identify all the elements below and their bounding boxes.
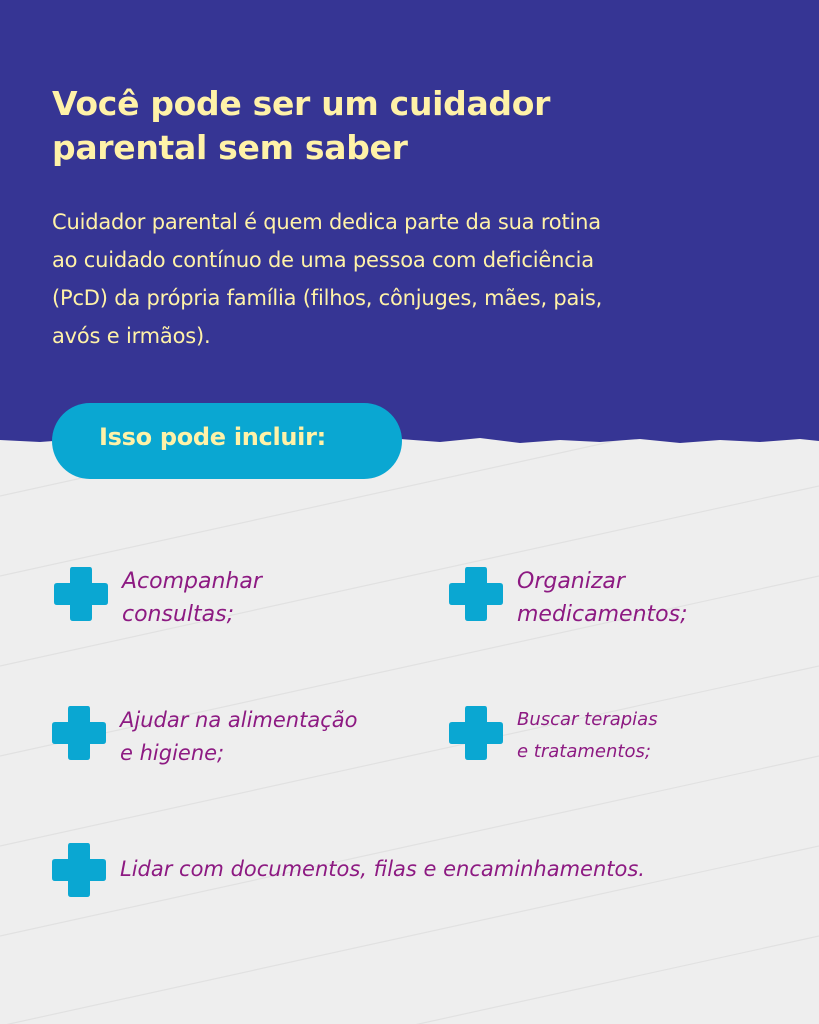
item-text [120, 841, 645, 886]
item-text [517, 704, 658, 768]
plus-cross-icon [447, 565, 505, 623]
description-line-3: (PcD) da própria família (filhos, cônjuges, mães, pais, [52, 286, 603, 310]
list-item-medicamentos [447, 565, 688, 631]
item-line: Ajudar na alimentação [120, 708, 358, 732]
plus-cross-icon [50, 841, 108, 899]
plus-cross-icon [447, 704, 505, 762]
list-item-alimentacao [50, 704, 357, 770]
list-item-terapias [447, 704, 658, 768]
description-line-1: Cuidador parental é quem dedica parte da sua rotina [52, 210, 601, 234]
item-line: Buscar terapias [517, 709, 658, 730]
item-line: medicamentos; [517, 602, 688, 627]
item-line: e higiene; [120, 741, 225, 765]
description-text [52, 203, 752, 355]
list-item-consultas [52, 565, 262, 631]
title-line-1: Você pode ser um cuidador [52, 84, 551, 123]
list-item-documentos [50, 841, 645, 899]
page-title [52, 82, 550, 170]
description-line-4: avós e irmãos). [52, 324, 211, 348]
item-text [122, 565, 262, 631]
item-line: e tratamentos; [517, 741, 651, 762]
includes-pill [52, 403, 402, 479]
pill-label: Isso pode incluir: [99, 423, 326, 451]
plus-cross-icon [50, 704, 108, 762]
plus-cross-icon [52, 565, 110, 623]
item-text [517, 565, 688, 631]
item-line: Acompanhar [122, 569, 262, 594]
item-text [120, 704, 357, 770]
description-line-2: ao cuidado contínuo de uma pessoa com deficiência [52, 248, 594, 272]
item-line: Organizar [517, 569, 625, 594]
item-line: Lidar com documentos, filas e encaminhamentos. [120, 857, 645, 881]
title-line-2: parental sem saber [52, 128, 408, 167]
item-line: consultas; [122, 602, 234, 627]
